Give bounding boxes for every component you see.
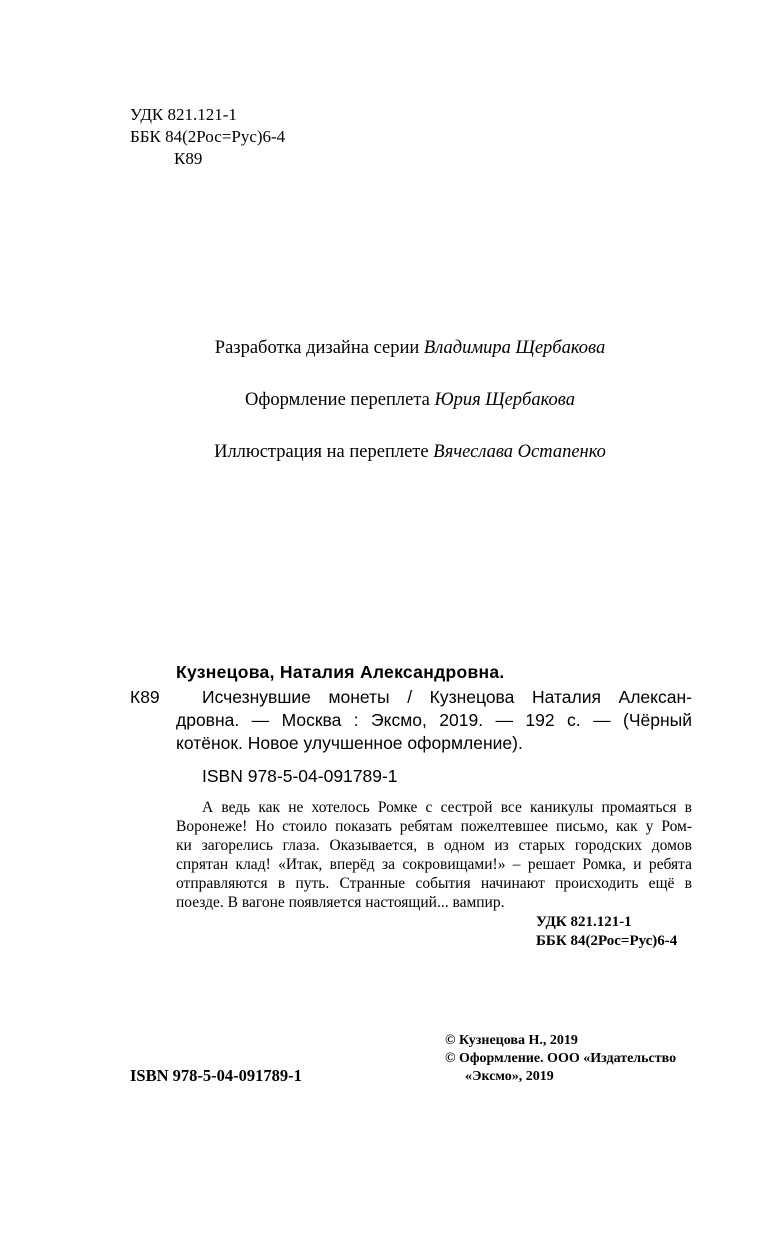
- description-line: Исчезнувшие монеты / Кузнецова Наталия Алексан-: [202, 687, 692, 707]
- catalog-description: [176, 686, 692, 755]
- credit-name: Вячеслава Остапенко: [433, 442, 606, 462]
- annotation: [176, 798, 692, 912]
- copyright-design-cont: «Эксмо», 2019: [465, 1069, 554, 1084]
- copyright-author: © Кузнецова Н., 2019: [445, 1033, 578, 1048]
- bbk-code: ББК 84(2Рос=Рус)6-4: [130, 127, 286, 146]
- credit-label: Разработка дизайна серии: [214, 338, 424, 358]
- copyright-block: [445, 1032, 676, 1086]
- catalog-author: Кузнецова, Наталия Александровна.: [176, 662, 505, 682]
- udk-code: УДК 821.121-1: [536, 914, 632, 930]
- annotation-line: спрятан клад! «Итак, вперёд за сокровищами!» – решает Ромка, и ребята: [176, 856, 692, 873]
- annotation-line: ки загорелись глаза. Оказывается, в одном из старых городских домов: [176, 837, 692, 854]
- udk-code: УДК 821.121-1: [130, 105, 237, 124]
- annotation-line: Воронеже! Но стоило показать ребятам пожелтевшее письмо, как у Ром-: [176, 818, 692, 835]
- catalog-author-mark: К89: [130, 687, 160, 707]
- annotation-line: отправляются в путь. Странные события начинают происходить ещё в: [176, 875, 692, 892]
- classification-block-bottom: [536, 913, 677, 951]
- annotation-line: поезде. В вагоне появляется настоящий... вампир.: [176, 894, 505, 911]
- footer-isbn: ISBN 978-5-04-091789-1: [130, 1066, 302, 1085]
- credit-name: Владимира Щербакова: [423, 338, 606, 358]
- bbk-code: ББК 84(2Рос=Рус)6-4: [536, 933, 678, 949]
- catalog-isbn: ISBN 978-5-04-091789-1: [202, 766, 398, 786]
- classification-block-top: [130, 104, 285, 170]
- credit-name: Юрия Щербакова: [434, 390, 575, 410]
- copyright-design: © Оформление. ООО «Издательство: [445, 1051, 677, 1066]
- credit-label: Оформление переплета: [245, 390, 435, 410]
- credit-series-design: [0, 338, 768, 359]
- credit-cover-illustration: [0, 442, 768, 463]
- credit-cover-design: [0, 390, 768, 411]
- credit-label: Иллюстрация на переплете: [214, 442, 434, 462]
- author-mark: К89: [174, 149, 203, 168]
- annotation-line: А ведь как не хотелось Ромке с сестрой все каникулы промаяться в: [202, 799, 692, 816]
- description-line: котёнок. Новое улучшенное оформление).: [176, 733, 523, 753]
- description-line: дровна. — Москва : Эксмо, 2019. — 192 с. — (Чёрный: [176, 710, 692, 730]
